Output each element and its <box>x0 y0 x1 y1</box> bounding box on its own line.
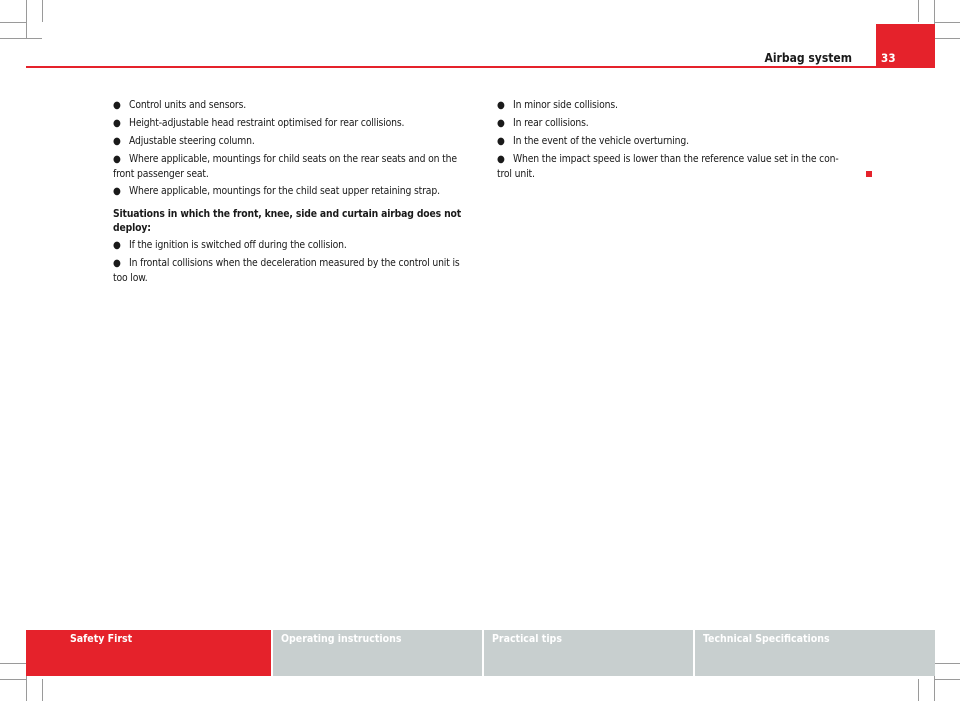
bullet-icon: ● <box>113 118 121 129</box>
end-of-section-marker <box>866 171 872 177</box>
section-title: Airbag system <box>764 51 852 65</box>
tab-practical-tips[interactable] <box>484 630 693 676</box>
tab-technical-specifications[interactable] <box>695 630 935 676</box>
list-item: ● When the impact speed is lower than the reference value set in the con- trol unit. <box>497 153 839 180</box>
crop-mark <box>918 0 919 22</box>
list-item: ● If the ignition is switched off during the collision. <box>113 239 347 251</box>
tab-label: Operating instructions <box>281 633 402 645</box>
list-item: ● In the event of the vehicle overturning. <box>497 135 689 147</box>
list-item: ● Height-adjustable head restraint optimised for rear collisions. <box>113 117 405 129</box>
list-item: ● Control units and sensors. <box>113 99 247 111</box>
page-number: 33 <box>881 51 896 65</box>
bullet-icon: ● <box>113 186 121 197</box>
crop-mark <box>934 679 960 680</box>
bullet-icon: ● <box>497 136 505 147</box>
list-item: ● Where applicable, mountings for child seats on the rear seats and on the front passenger seat. <box>113 153 457 180</box>
tab-safety-first[interactable] <box>26 630 271 676</box>
footer-nav <box>26 630 935 676</box>
right-column <box>497 98 847 184</box>
tab-label: Technical Specifications <box>703 633 830 645</box>
bullet-icon: ● <box>113 258 121 269</box>
tab-operating-instructions[interactable] <box>273 630 482 676</box>
crop-mark <box>934 22 960 23</box>
crop-mark <box>42 0 43 22</box>
crop-mark <box>0 679 26 680</box>
header-rule <box>26 66 935 68</box>
tab-label: Practical tips <box>492 633 562 645</box>
list-item: ● Adjustable steering column. <box>113 135 255 147</box>
bullet-icon: ● <box>113 154 121 165</box>
bullet-icon: ● <box>113 136 121 147</box>
bullet-icon: ● <box>113 240 121 251</box>
crop-mark <box>918 679 919 701</box>
left-column <box>113 98 463 288</box>
subheading: Situations in which the front, knee, side and curtain airbag does not deploy: <box>113 208 462 234</box>
list-item: ● Where applicable, mountings for the child seat upper retaining strap. <box>113 185 440 197</box>
bullet-icon: ● <box>497 100 505 111</box>
bullet-icon: ● <box>497 118 505 129</box>
tab-label: Safety First <box>70 633 133 645</box>
list-item: ● In rear collisions. <box>497 117 589 129</box>
crop-mark <box>0 38 42 39</box>
bullet-icon: ● <box>497 154 505 165</box>
crop-mark <box>42 679 43 701</box>
list-item: ● In frontal collisions when the deceleration measured by the control unit is too low. <box>113 257 460 284</box>
crop-mark <box>26 0 27 38</box>
crop-mark <box>0 22 26 23</box>
bullet-icon: ● <box>113 100 121 111</box>
list-item: ● In minor side collisions. <box>497 99 618 111</box>
